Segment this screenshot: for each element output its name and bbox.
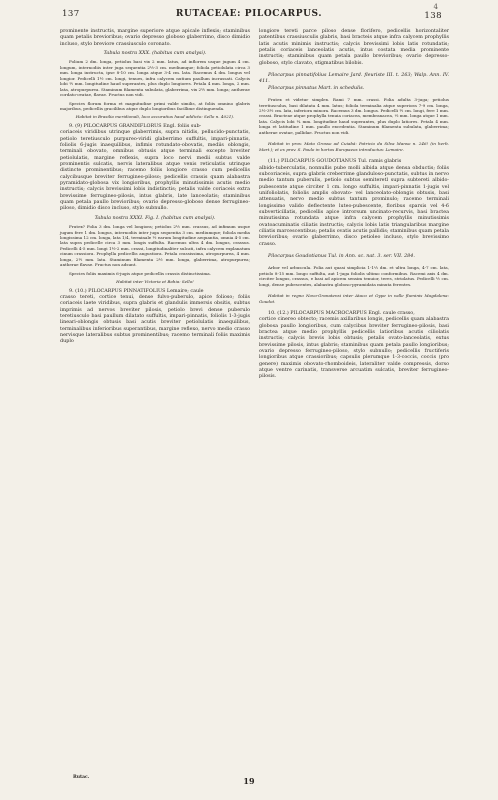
species-description: cortice cinereo obtecto; racemis axillaribus longis, pedicellis quam alabastra globosa paullo longioribus, cum calycibus breviter ferrugineo-pilosis, basi bractea atque medio prophyllis pedicellis latioribus acutis ciliolatis instructis; calycis brevis lobis obtusis; petalis ovato-lanceolatis, extus brevissime pilosis, intus glabris; staminibus quam petala paullo longioribus; ovario depresso ferrugineo-piloso, stylo subnullo; pedicellis fructiferis longioribus atque crassioribus; capsulis plerumque 1-3-coccis, coccis (pro genere) maximis obovato-rhomboideis, lateraliter valde compressis, dorso atque ventre carinatis, transverse arcuatim sulcatis, breviter ferrugineo-pilosis. xyxy=(259,316,449,380)
running-title: RUTACEAE: PILOCARPUS. xyxy=(175,9,323,19)
reference-citation: Pilocarpus Goudotianus Tul. in Ann. sc. nat. 3. ser. VII. 284. xyxy=(268,252,415,259)
reference-citation: Pilocarpus pinnatifolius Lemaire Jard. fleuriste III. t. 263; Walp. Ann. IV. 411. xyxy=(259,72,449,85)
species-heading: 10. (12.) PILOCARPUS MACROCARPUS Engl. caule crasso, xyxy=(268,310,415,317)
habitat-note: Habitat inter Victoria et Bahia: Sello! xyxy=(116,279,194,285)
left-page-number: 137 xyxy=(62,9,80,19)
species-description: albido-tuberculatis, nonnullis pube molli albida atque densa obductis; foliis subcoriaceis, supra glabris creberrime glanduloso-punctatis, subtus in nervo medio tantum puberulis, petiolo subtus semiteretl supra subtereti albido-pubescente atque circiter 1 cm. longo suffultis, impari-pinnatis 1-jugis vel unifoliolatis, foliolis amplis obovato- vel lanceolato-oblongis obtusis, basi attenuatis, nervo medio subtus tantum prominulo; racemo terminali longissimo valido deflectente luteo-pubescente, floribus sparsis vel 4-6 subverticillatis, pedicellis apice introrsum uncinato-recurvis, basi bractea minutissima rotundata atque infra calycem prophyllis minutissimis ovatoacuminatis ciliatis instructis; calycis lobis latis triangularibus margine ciliatis marcescentibus; petalis ovatis acutis pallidis; staminibus quam petala brevioribus; ovario glaberrimo, disco petioleo incluso, stylo brevissimo crasso. xyxy=(259,164,449,247)
right-column xyxy=(259,28,449,380)
habitat-note: Habitat in regno Novo-Granatensi inter Ataco et Oype in valle fluminis Magdalena: Goudot. xyxy=(259,293,449,304)
corner-mark: 4 xyxy=(433,3,438,11)
species-description: crasso tereti, cortice tenui, dense fulvo-puberulo, apice folioso; foliis coriaceis laete viridibus, supra glabris et glandulis immersis obsitis, subtus imprimis ad nervos breviter pilosis, petiolo brevi dense puberulo teretiusculo basi paullum dilatato suffultis, impari-pinnatis, foliolis 1-3-jugis lineari-oblongis obtusis basi acutis breviter petiolulatis inaequilibus, terminalibus inferioribus superantibus, margine reflexo, nervo medio crasso nervisque lateralibus subtus prominentibus; racemo terminali foliis maximis duplo xyxy=(60,293,250,345)
species-note: Species foliis maximis 6-jugis atque pedicellis crassis distinctissima. xyxy=(69,270,212,276)
sheet-number: 19 xyxy=(243,776,255,786)
specimen-description: Frutex et videtur simplex. Rami 7 mm. crassi. Folia adulta 3-juga; petiolus teretiusculus, basi dilatata 4 mm. latus; foliola terminalia atque superiora 7-9 cm. longa, 2½-3½ cm. lata, inferiora minora. Racemus 3 dm. longus. Pedicelli ½ cm. longi, fere 1 mm. crassi. Bracteae atque prophylla tenuia coriacea, membranacea, ⅓ mm. longa atque 1 mm. lata. Calycis lobi ¼ mm. longitudine haud superantes, plus duplo latiores. Petala 4 mm. longa et latitudine 1 mm. paullo excedentia. Staminum filamenta subulata, glaberrima; antherae ovatae, pallidae. Fructus non vidi. xyxy=(259,97,449,135)
plate-explanation: Frutex? Folia 3 dm. longa vel longiora; petiolus 2½ mm. crassus, ad infimum usque jugum fere 1 dm. longus, internodiis inter juga sequentia 3 cm. mediumque; foliola media longissima 12 cm. longa, lata 1/4, terminale ½ earum longitudine aequantia, omnia 4-5 cm. lata supra pedicelle circa 3 mm. longis suffulta. Racemus ultra 4 dm. longus, crassus. Pedicelli 4-5 mm. longi 1½-2 mm. crassi, longitudinaliter sulcati, infra calycem explanatum cinum crassiora. Prophylla pedicellis angustiora. Petala crassissima, atropurpurea, 4 mm. longa, 2½ mm. lata. Staminum filamenta 2½ mm. longa, glaberrima, atropurpurea; antherae flavae. Fructus non adsunt. xyxy=(60,224,250,268)
species-heading: 9. (9) PILOCARPUS GRANDIFLORUS Engl. foliis sub- xyxy=(69,122,202,129)
species-note: Species florum forma et magnitudine primi valde similis, at foliis omnino glabris majoribus, pedicellis gracilibus atque duplo longioribus facillime distinguenda. xyxy=(60,100,250,111)
right-page-number: 138 xyxy=(424,11,442,21)
plate-caption: Tabula nostra XXX. (habitus cum analysi). xyxy=(103,50,207,57)
intro-paragraph: prominente instructis, margine superiore atque apicale inflexis; staminibus quam petalis brevioribus; ovario depresso globoso glaberrimo, disco dimidio incluso, stylo breviore crassiusculo coronato. xyxy=(60,28,250,47)
habitat-note: Habitat in prov. Mato Grosso ad Cuiabá: Patricio da Silva Manso n. 246! (in herb. Mart.); et ex prov. S. Paulo in hortos Europaeos introductus: Lemaire. xyxy=(259,141,449,152)
plate-explanation: Folium 2 dm. longa, petiolus basi vix 2 mm. latus, ad inflorem usque jugum 4 cm. longum, internodiis inter juga sequentia 2½-3 cm. mediumque; foliola petiolulata circa 3 mm. longa instructa, ipse 8-10 cm. longa atque 3-4 cm. lata. Racemus 4 dm. longus vel longior. Pedicelli 1½ cm. longi, tenues, infra calycem nutium paullum incrassati. Calycis lobi ½ mm. longitudine haud superantes, plus duplo longiores. Petala 4 mm. longa, 2 mm. lata, atropurpurea. Staminum filamenta subulata, glaberrima, vix 2½ mm. longa; antherae cordato-ovatae, flavae. Fructus non vidi. xyxy=(60,59,250,98)
plate-caption: Tabula nostra XXXI. Fig. I. (habitus cum analysi). xyxy=(94,214,216,221)
left-column xyxy=(60,28,250,345)
signature-mark: Rutac. xyxy=(73,775,90,780)
habitat-note: Habitat in Brasilia meridionali, loco accuratius haud addicto: Sello n. 4021). xyxy=(75,114,235,120)
species-description: coriaceis viridibus utrinque glaberrimis, supra nitidis, pellucido-punctatis, petiolo teretiusculo purpureo-viridi glaberrimo suffultis, impari-pinnatis, foliolis 6-jugis inaequilibus, infimis rotundato-obovatis, mediis oblongis, terminali obovato, omnibus obtusis atque terminali excepto breviter petiolulatis, margine reflexis, supra loco nervi medii subtus valde prominentis sulcatis, nervis lateralibus atque venis reticulatis utrinque distincte prominentibus; racemo foliis longiore crasso cum pedicellis calycibusque breviter ferrugineo-piloso; pedicellis crassis quam alabastra pyramidato-globosa vix longioribus, prophyllis minutissimis acutis medio instructis; calycis brevissimi lobis indistinctis; petalis valde coriaceis extra brevissime ferrugineo-pilosis, intus glabris, late lanceolatis; staminibus quam petala paullo brevioribus; ovario depresso-globoso dense ferrugineo-piloso, dimidio disco incluso, stylo subnullo. xyxy=(60,129,250,212)
synonym-citation: Pilocarpus pinnatus Mart. in schedulis. xyxy=(268,84,365,91)
species-heading: 9. (10.) PILOCARPUS PINNATIFOLIUS Lemaire; caule xyxy=(69,287,204,294)
species-heading: (11.) PILOCARPUS GOUDOTIANUS Tul. ramis glabris xyxy=(268,158,402,165)
continued-paragraph: longiore tereti parce piloso dense florifero, pedicellis horizontaliter patentibus crassiusculis glabris, basi bracteis atque infra calycem prophyllis latis acutis minimis instructis; calycis brevissimi lobis latis rotundatis; petalis coriaceis lanceolatis acutis, intus costata media prominente instructis; staminibus quam petala paullo brevioribus; ovario depresso-globoso, stylo clavato, stigmatibus bilobis. xyxy=(259,28,449,66)
specimen-description: Arbor vel arbuscula. Folia aut quasi simplicia 1-1⅓ dm. et ultra longa, 4-7 cm. lata, petiolo 8-15 mm. longo suffulta, aut 1-juga foliolis ultimo conformibus. Racemi axis 4 dm. circiter longus, crassus, e basi ad apicem sensim tenuior, teres, striolatus. Pedicelli ½ cm. longi, dense pubescentes, alabastra globoso-pyramidata minuta ferentes. xyxy=(259,265,449,287)
